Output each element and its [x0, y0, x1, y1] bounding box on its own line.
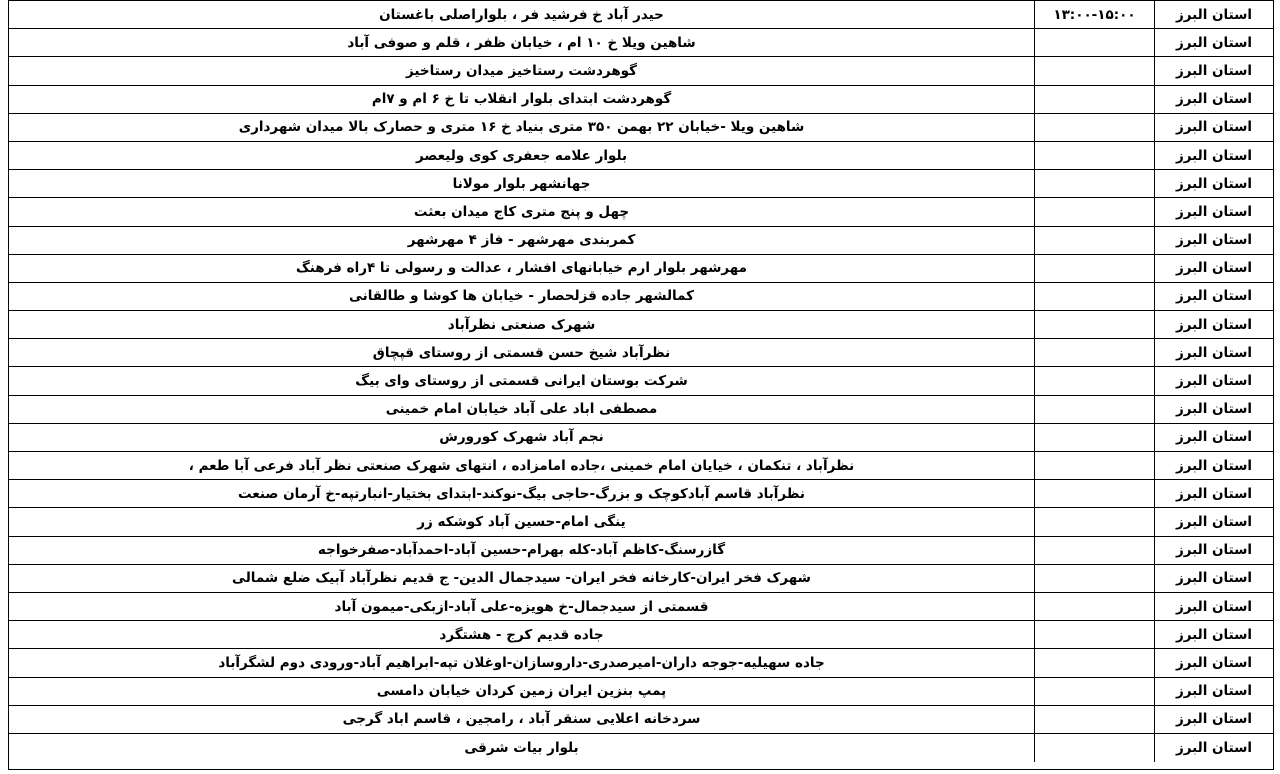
province-cell: استان البرز	[1175, 119, 1253, 136]
area-cell: گوهردشت ابتدای بلوار انقلاب تا خ ۶ ام و ۷ام	[9, 86, 1035, 113]
province-cell: استان البرز	[1175, 683, 1253, 700]
table-row	[9, 649, 1273, 677]
province-cell: استان البرز	[1175, 288, 1253, 305]
time-cell	[1035, 678, 1155, 705]
province-cell: استان البرز	[1175, 34, 1253, 51]
area-cell: ینگی امام-حسین آباد کوشکه زر	[9, 508, 1035, 535]
area-cell: شهرک فخر ایران-کارخانه فخر ایران- سیدجمال الدین- ج قدیم نظرآباد آبیک ضلع شمالی	[9, 565, 1035, 592]
time-cell	[1035, 452, 1155, 479]
time-cell	[1035, 227, 1155, 254]
province-cell: استان البرز	[1175, 344, 1253, 361]
time-cell	[1035, 142, 1155, 169]
table-row	[9, 114, 1273, 142]
table-row	[9, 1, 1273, 29]
time-cell	[1035, 198, 1155, 225]
table-row	[9, 593, 1273, 621]
table-row	[9, 283, 1273, 311]
table-row	[9, 170, 1273, 198]
table-row	[9, 367, 1273, 395]
table-row	[9, 255, 1273, 283]
time-cell	[1035, 537, 1155, 564]
province-cell: استان البرز	[1175, 316, 1253, 333]
time-cell	[1035, 255, 1155, 282]
province-cell: استان البرز	[1175, 570, 1253, 587]
time-cell	[1035, 480, 1155, 507]
table-row	[9, 565, 1273, 593]
area-cell: حیدر آباد خ فرشید فر ، بلواراصلی باغستان	[9, 1, 1035, 28]
table-row	[9, 537, 1273, 565]
time-cell	[1035, 57, 1155, 84]
area-cell: نظرآباد شیخ حسن قسمتی از روستای قپچاق	[9, 339, 1035, 366]
time-cell	[1035, 424, 1155, 451]
area-cell: بلوار بیات شرقی	[9, 734, 1035, 762]
area-cell: جاده سهیلیه-جوجه داران-امیرصدری-داروسازان-اوغلان تپه-ابراهیم آباد-ورودی دوم لشگرآباد	[9, 649, 1035, 676]
area-cell: جهانشهر بلوار مولانا	[9, 170, 1035, 197]
province-cell: استان البرز	[1175, 711, 1253, 728]
time-cell	[1035, 508, 1155, 535]
time-cell	[1035, 734, 1155, 762]
area-cell: شرکت بوستان ایرانی قسمتی از روستای وای بیگ	[9, 367, 1035, 394]
area-cell: قسمتی از سیدجمال-خ هویزه-علی آباد-ازبکی-میمون آباد	[9, 593, 1035, 620]
time-cell	[1035, 593, 1155, 620]
province-cell: استان البرز	[1175, 542, 1253, 559]
province-cell: استان البرز	[1175, 598, 1253, 615]
province-cell: استان البرز	[1175, 401, 1253, 418]
area-cell: گوهردشت رستاخیز میدان رستاخیز	[9, 57, 1035, 84]
province-cell: استان البرز	[1175, 91, 1253, 108]
time-cell	[1035, 170, 1155, 197]
table-row	[9, 29, 1273, 57]
time-cell	[1035, 367, 1155, 394]
time-cell	[1035, 283, 1155, 310]
time-cell: ۱۳:۰۰-۱۵:۰۰	[1035, 1, 1155, 28]
province-cell: استان البرز	[1175, 147, 1253, 164]
table-row	[9, 86, 1273, 114]
province-cell: استان البرز	[1175, 373, 1253, 390]
province-cell: استان البرز	[1175, 260, 1253, 277]
table-row	[9, 227, 1273, 255]
area-cell: مصطفی اباد علی آباد خیابان امام خمینی	[9, 396, 1035, 423]
area-cell: بلوار علامه جعفری کوی ولیعصر	[9, 142, 1035, 169]
province-cell: استان البرز	[1175, 62, 1253, 79]
area-cell: نظرآباد ، تنکمان ، خیایان امام خمینی ،جاده امامزاده ، انتهای شهرک صنعتی نظر آباد فرعی آبا طعم ،	[9, 452, 1035, 479]
province-cell: استان البرز	[1175, 654, 1253, 671]
province-cell: استان البرز	[1175, 626, 1253, 643]
time-cell	[1035, 311, 1155, 338]
time-cell	[1035, 29, 1155, 56]
province-cell: استان البرز	[1175, 513, 1253, 530]
area-cell: کمربندی مهرشهر - فاز ۴ مهرشهر	[9, 227, 1035, 254]
time-cell	[1035, 649, 1155, 676]
table-row	[9, 424, 1273, 452]
province-cell: استان البرز	[1175, 429, 1253, 446]
time-cell	[1035, 396, 1155, 423]
province-cell: استان البرز	[1175, 203, 1253, 220]
table-row	[9, 678, 1273, 706]
table-row	[9, 621, 1273, 649]
province-cell: استان البرز	[1175, 739, 1253, 756]
area-cell: کمالشهر جاده قزلحصار - خیابان ها کوشا و طالقانی	[9, 283, 1035, 310]
time-cell	[1035, 86, 1155, 113]
province-cell: استان البرز	[1175, 457, 1253, 474]
table-row	[9, 198, 1273, 226]
area-cell: مهرشهر بلوار ارم خیابانهای افشار ، عدالت و رسولی تا ۴راه فرهنگ	[9, 255, 1035, 282]
table-row	[9, 452, 1273, 480]
table-row	[9, 142, 1273, 170]
outage-table	[8, 0, 1274, 770]
area-cell: شاهین ویلا خ ۱۰ ام ، خیابان ظفر ، قلم و صوفی آباد	[9, 29, 1035, 56]
table-row	[9, 734, 1273, 762]
area-cell: پمپ بنزین ایران زمین کردان خیابان دامسی	[9, 678, 1035, 705]
area-cell: شهرک صنعتی نظرآباد	[9, 311, 1035, 338]
area-cell: جاده قدیم کرج - هشتگرد	[9, 621, 1035, 648]
area-cell: شاهین ویلا -خیابان ۲۲ بهمن ۳۵۰ متری بنیاد خ ۱۶ متری و حصارک بالا میدان شهرداری	[9, 114, 1035, 141]
province-cell: استان البرز	[1175, 485, 1253, 502]
table-row	[9, 339, 1273, 367]
table-row	[9, 508, 1273, 536]
area-cell: چهل و پنج متری کاج میدان بعثت	[9, 198, 1035, 225]
table-row	[9, 311, 1273, 339]
table-row	[9, 57, 1273, 85]
area-cell: نظرآباد قاسم آبادکوچک و بزرگ-حاجی بیگ-نوکند-ابتدای بختیار-انبارتپه-خ آرمان صنعت	[9, 480, 1035, 507]
time-cell	[1035, 706, 1155, 733]
province-cell: استان البرز	[1175, 232, 1253, 249]
province-cell: استان البرز	[1175, 6, 1253, 23]
time-cell	[1035, 339, 1155, 366]
table-row	[9, 396, 1273, 424]
area-cell: گازرسنگ-کاظم آباد-کله بهرام-حسین آباد-احمدآباد-صفرخواجه	[9, 537, 1035, 564]
area-cell: سردخانه اعلایی سنقر آباد ، رامجین ، قاسم اباد گرجی	[9, 706, 1035, 733]
table-row	[9, 480, 1273, 508]
area-cell: نجم آباد شهرک کورورش	[9, 424, 1035, 451]
table-row	[9, 706, 1273, 734]
time-cell	[1035, 565, 1155, 592]
province-cell: استان البرز	[1175, 175, 1253, 192]
time-cell	[1035, 621, 1155, 648]
time-cell	[1035, 114, 1155, 141]
